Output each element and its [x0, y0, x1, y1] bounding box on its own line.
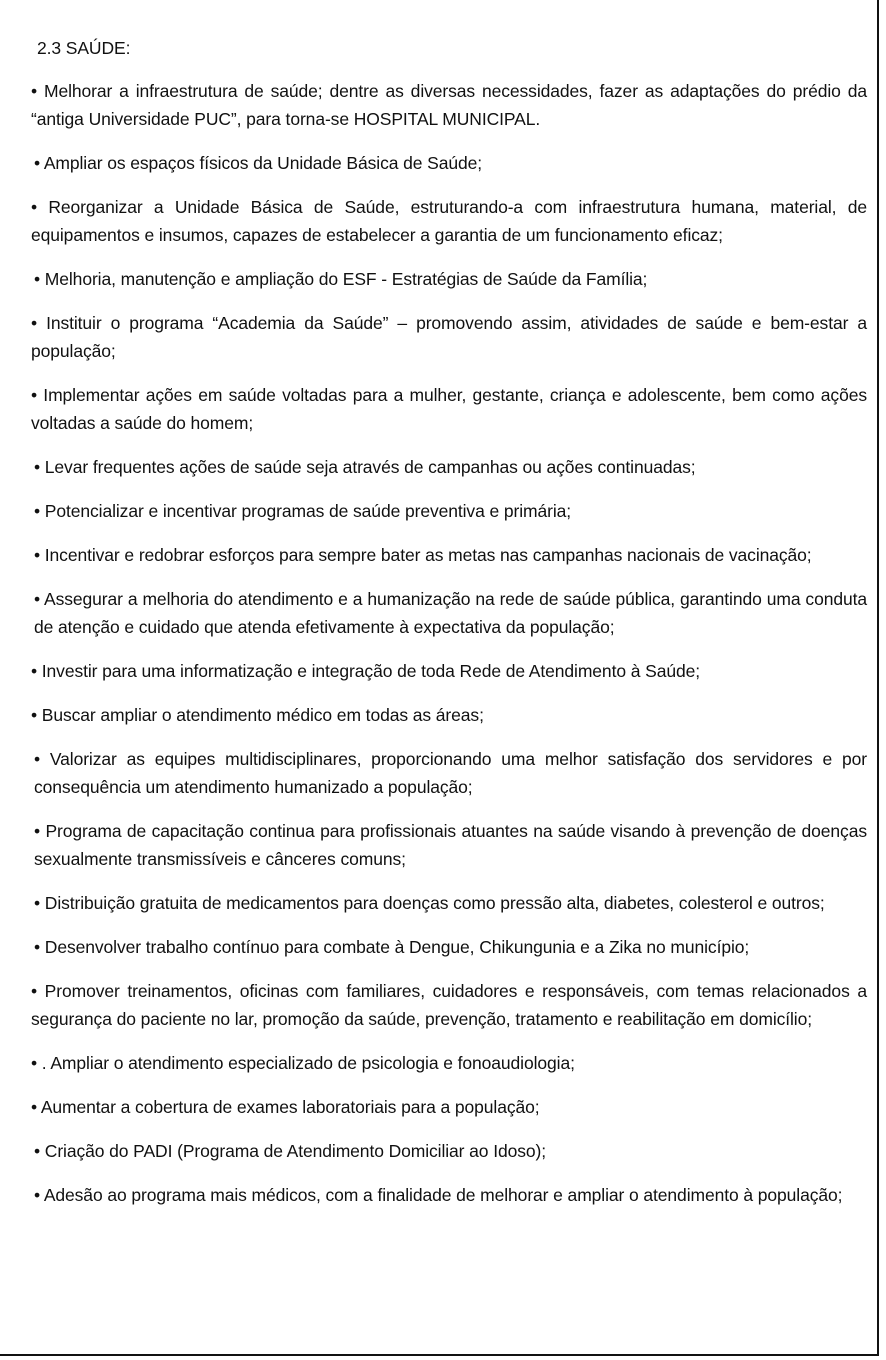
list-item: • Desenvolver trabalho contínuo para combate à Dengue, Chikungunia e a Zika no município;	[34, 937, 750, 957]
list-item: • Distribuição gratuita de medicamentos para doenças como pressão alta, diabetes, colesterol e outros;	[34, 893, 825, 913]
list-item: • Instituir o programa “Academia da Saúde” – promovendo assim, atividades de saúde e bem-estar a população;	[31, 313, 867, 361]
list-item: • Incentivar e redobrar esforços para sempre bater as metas nas campanhas nacionais de vacinação;	[34, 545, 812, 565]
list-item: • Assegurar a melhoria do atendimento e a humanização na rede de saúde pública, garantindo uma conduta de atenção e cuidado que atenda efetivamente à expectativa da população;	[34, 589, 867, 637]
list-item: • Adesão ao programa mais médicos, com a finalidade de melhorar e ampliar o atendimento à população;	[34, 1185, 843, 1205]
section-heading: 2.3 SAÚDE:	[37, 38, 131, 58]
list-item: • Melhoria, manutenção e ampliação do ESF - Estratégias de Saúde da Família;	[34, 269, 648, 289]
list-item: • Promover treinamentos, oficinas com familiares, cuidadores e responsáveis, com temas relacionados a segurança do paciente no lar, promoção da saúde, prevenção, tratamento e reabilitação em domicílio;	[31, 981, 867, 1029]
list-item: • Buscar ampliar o atendimento médico em todas as áreas;	[31, 705, 484, 725]
list-item: • Investir para uma informatização e integração de toda Rede de Atendimento à Saúde;	[31, 661, 700, 681]
list-item: • Levar frequentes ações de saúde seja através de campanhas ou ações continuadas;	[34, 457, 696, 477]
list-item: • Potencializar e incentivar programas de saúde preventiva e primária;	[34, 501, 572, 521]
document-content	[31, 34, 867, 1225]
list-item: • . Ampliar o atendimento especializado de psicologia e fonoaudiologia;	[31, 1053, 575, 1073]
list-item: • Valorizar as equipes multidisciplinares, proporcionando uma melhor satisfação dos servidores e por consequência um atendimento humanizado a população;	[34, 749, 867, 797]
list-item: • Melhorar a infraestrutura de saúde; dentre as diversas necessidades, fazer as adaptações do prédio da “antiga Universidade PUC”, para torna-se HOSPITAL MUNICIPAL.	[31, 81, 867, 129]
list-item: • Ampliar os espaços físicos da Unidade Básica de Saúde;	[34, 153, 483, 173]
list-item: • Aumentar a cobertura de exames laboratoriais para a população;	[31, 1097, 540, 1117]
list-item: • Programa de capacitação continua para profissionais atuantes na saúde visando à prevenção de doenças sexualmente transmissíveis e cânceres comuns;	[34, 821, 867, 869]
list-item: • Implementar ações em saúde voltadas para a mulher, gestante, criança e adolescente, bem como ações voltadas a saúde do homem;	[31, 385, 867, 433]
list-item: • Criação do PADI (Programa de Atendimento Domiciliar ao Idoso);	[34, 1141, 546, 1161]
list-item: • Reorganizar a Unidade Básica de Saúde, estruturando-a com infraestrutura humana, material, de equipamentos e insumos, capazes de estabelecer a garantia de um funcionamento eficaz;	[31, 197, 867, 245]
